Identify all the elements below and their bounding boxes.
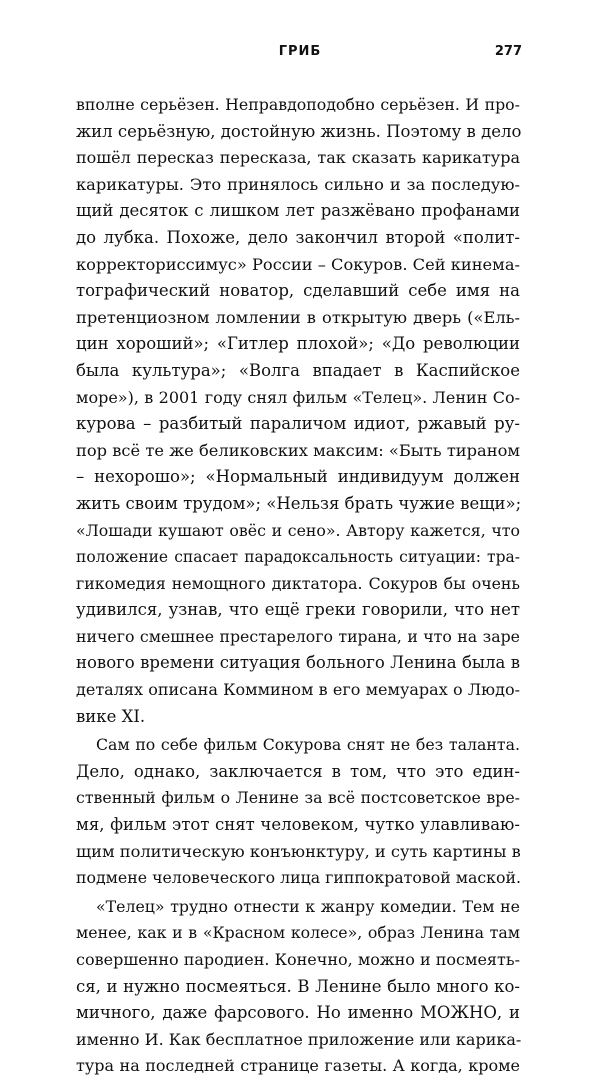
text-line: претенциозном ломлении в открытую дверь («Ель- <box>76 307 520 327</box>
text-line: мичного, даже фарсового. Но именно МОЖНО, и <box>76 1003 520 1023</box>
text-line: вполне серьёзен. Неправдоподобно серьёзен. И про- <box>76 95 520 114</box>
text-line: гикомедия немощного диктатора. Сокуров бы очень <box>76 573 520 593</box>
text-line: ственный фильм о Ленине за всё постсоветское вре- <box>76 788 520 808</box>
paragraph-3 <box>76 894 520 1080</box>
text-line: менее, как и в «Красном колесе», образ Ленина там <box>76 923 520 943</box>
text-line: щий десяток с лишком лет разжёвано профанами <box>76 201 520 221</box>
text-line: была культура»; «Волга впадает в Каспийское <box>76 360 520 380</box>
text-line: корректориссимус» России – Сокуров. Сей кинема- <box>76 254 520 274</box>
text-line: ся, и нужно посмеяться. В Ленине было много ко- <box>76 976 520 996</box>
page-number: 277 <box>494 44 522 59</box>
text-line: щим политическую конъюнктуру, и суть картины в <box>76 841 521 861</box>
text-line: вике XI. <box>76 706 146 726</box>
text-line: – нехорошо»; «Нормальный индивидуум должен <box>76 467 520 487</box>
text-line: тографический новатор, сделавший себе имя на <box>76 281 520 301</box>
paragraph-2 <box>76 732 520 892</box>
text-line: цин хороший»; «Гитлер плохой»; «До революции <box>76 334 520 354</box>
text-line: карикатуры. Это принялось сильно и за последую- <box>76 174 520 194</box>
text-line: совершенно пародиен. Конечно, можно и посмеять- <box>76 950 520 969</box>
text-line: ничего смешнее престарелого тирана, и что на заре <box>76 626 520 646</box>
text-line: подмене человеческого лица гиппократовой маской. <box>76 868 522 888</box>
text-line: тура на последней странице газеты. А когда, кроме <box>76 1056 520 1076</box>
text-line: удивился, узнав, что ещё греки говорили, что нет <box>76 600 520 620</box>
running-title: ГРИБ <box>278 44 322 59</box>
text-line: пошёл пересказ пересказа, так сказать карикатура <box>76 148 520 168</box>
text-line: Дело, однако, заключается в том, что это един- <box>76 761 520 781</box>
text-line: именно И. Как бесплатное приложение или карика- <box>76 1029 522 1049</box>
text-line: нового времени ситуация больного Ленина была в <box>76 653 520 673</box>
paragraph-1 <box>76 92 520 730</box>
text-body <box>76 92 520 1082</box>
text-line: Сам по себе фильм Сокурова снят не без таланта. <box>96 735 520 755</box>
running-head <box>0 44 600 64</box>
text-line: море»), в 2001 году снял фильм «Телец». Ленин Со- <box>76 387 520 407</box>
text-line: деталях описана Коммином в его мемуарах о Людо- <box>76 680 520 700</box>
text-line: до лубка. Похоже, дело закончил второй «полит- <box>76 227 520 247</box>
text-line: мя, фильм этот снят человеком, чутко улавливаю- <box>76 815 520 835</box>
text-line: пор всё те же беликовских максим: «Быть тираном <box>76 440 520 460</box>
text-line: жить своим трудом»; «Нельзя брать чужие вещи»; <box>76 493 522 513</box>
text-line: курова – разбитый параличом идиот, ржавый ру- <box>76 414 520 434</box>
text-line: положение спасает парадоксальность ситуации: тра- <box>76 548 520 567</box>
text-line: «Телец» трудно отнести к жанру комедии. Тем не <box>96 896 520 916</box>
text-line: «Лошади кушают овёс и сено». Автору кажется, что <box>76 520 520 540</box>
text-line: жил серьёзную, достойную жизнь. Поэтому в дело <box>76 121 522 141</box>
